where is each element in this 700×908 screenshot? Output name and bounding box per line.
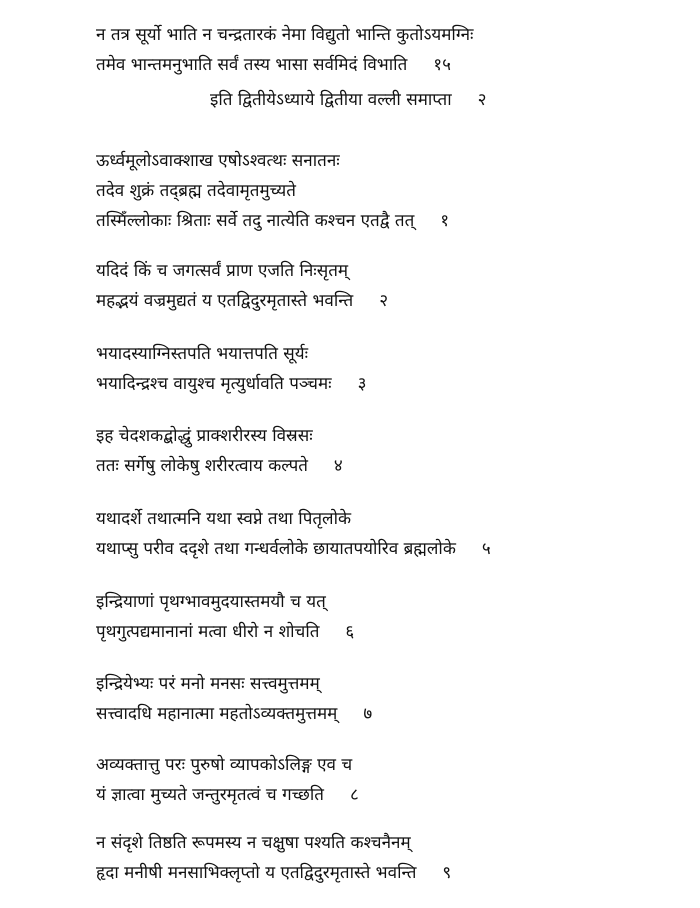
colophon (210, 89, 486, 111)
verse-7-line-2 (96, 703, 372, 725)
verse-number: १५ (433, 55, 451, 75)
verse-8-line-2 (96, 784, 359, 806)
verse-number: ३ (357, 374, 367, 394)
verse-text: तमेव भान्तमनुभाति सर्वं तस्य भासा सर्वमिदं विभाति (96, 55, 408, 75)
verse-5-line-2 (96, 538, 491, 560)
verse-text: ततः सर्गेषु लोकेषु शरीरत्वाय कल्पते (96, 456, 308, 476)
verse-text: यं ज्ञात्वा मुच्यते जन्तुरमृतत्वं च गच्छति (96, 785, 324, 805)
verse-number: २ (379, 291, 389, 311)
verse-text: पृथगुत्पद्यमानानां मत्वा धीरो न शोचति (96, 622, 320, 642)
verse-6-line-2 (96, 621, 354, 643)
verse-4-line-2 (96, 455, 343, 477)
verse-5-line-1: यथादर्शे तथात्मनि यथा स्वप्ने तथा पितृलोके (96, 509, 352, 529)
verse-9-line-1: न संदृशे तिष्ठति रूपमस्य न चक्षुषा पश्यति कश्चनैनम् (96, 833, 411, 853)
verse-15-line-1: न तत्र सूर्यो भाति न चन्द्रतारकं नेमा विद्युतो भान्ति कुतोऽयमग्निः (96, 25, 474, 45)
verse-text: सत्त्वादधि महानात्मा महतोऽव्यक्तमुत्तमम् (96, 704, 338, 724)
verse-number: ४ (333, 456, 343, 476)
verse-1-line-1: ऊर्ध्वमूलोऽवाक्शाख एषोऽश्वत्थः सनातनः (96, 151, 340, 171)
verse-text: भयादिन्द्रश्च वायुश्च मृत्युर्धावति पञ्चमः (96, 374, 332, 394)
verse-4-line-1: इह चेदशकद्बोद्धुं प्राक्शरीरस्य विस्रसः (96, 426, 313, 446)
verse-2-line-1: यदिदं किं च जगत्सर्वं प्राण एजति निःसृतम् (96, 261, 349, 281)
verse-6-line-1: इन्द्रियाणां पृथग्भावमुदयास्तमयौ च यत् (96, 592, 326, 612)
verse-8-line-1: अव्यक्तात्तु परः पुरुषो व्यापकोऽलिङ्ग एव च (96, 755, 353, 775)
verse-number: ७ (363, 704, 373, 724)
verse-text: यथाप्सु परीव ददृशे तथा गन्धर्वलोके छायातपयोरिव ब्रह्मलोके (96, 539, 456, 559)
verse-number: १ (440, 211, 450, 231)
verse-number: ६ (345, 622, 355, 642)
verse-number: ८ (349, 785, 359, 805)
colophon-number: २ (477, 90, 487, 110)
colophon-text: इति द्वितीयेऽध्याये द्वितीया वल्ली समाप्ता (210, 90, 452, 110)
verse-2-line-2 (96, 290, 388, 312)
verse-3-line-1: भयादस्याग्निस्तपति भयात्तपति सूर्यः (96, 344, 309, 364)
verse-text: तस्मिँल्लोकाः श्रिताः सर्वे तदु नात्येति कश्चन एतद्वै तत् (96, 211, 415, 231)
verse-15-line-2 (96, 54, 451, 76)
verse-1-line-3 (96, 210, 449, 232)
verse-9-line-2 (96, 862, 451, 884)
verse-3-line-2 (96, 373, 366, 395)
verse-text: हृदा मनीषी मनसाभिक्लृप्तो य एतद्विदुरमृतास्ते भवन्ति (96, 863, 417, 883)
verse-7-line-1: इन्द्रियेभ्यः परं मनो मनसः सत्त्वमुत्तमम् (96, 674, 320, 694)
verse-text: महद्भयं वज्रमुद्यतं य एतद्विदुरमृतास्ते भवन्ति (96, 291, 354, 311)
verse-number: ९ (442, 863, 452, 883)
verse-1-line-2: तदेव शुक्रं तद्ब्रह्म तदेवामृतमुच्यते (96, 181, 296, 201)
verse-number: ५ (481, 539, 491, 559)
